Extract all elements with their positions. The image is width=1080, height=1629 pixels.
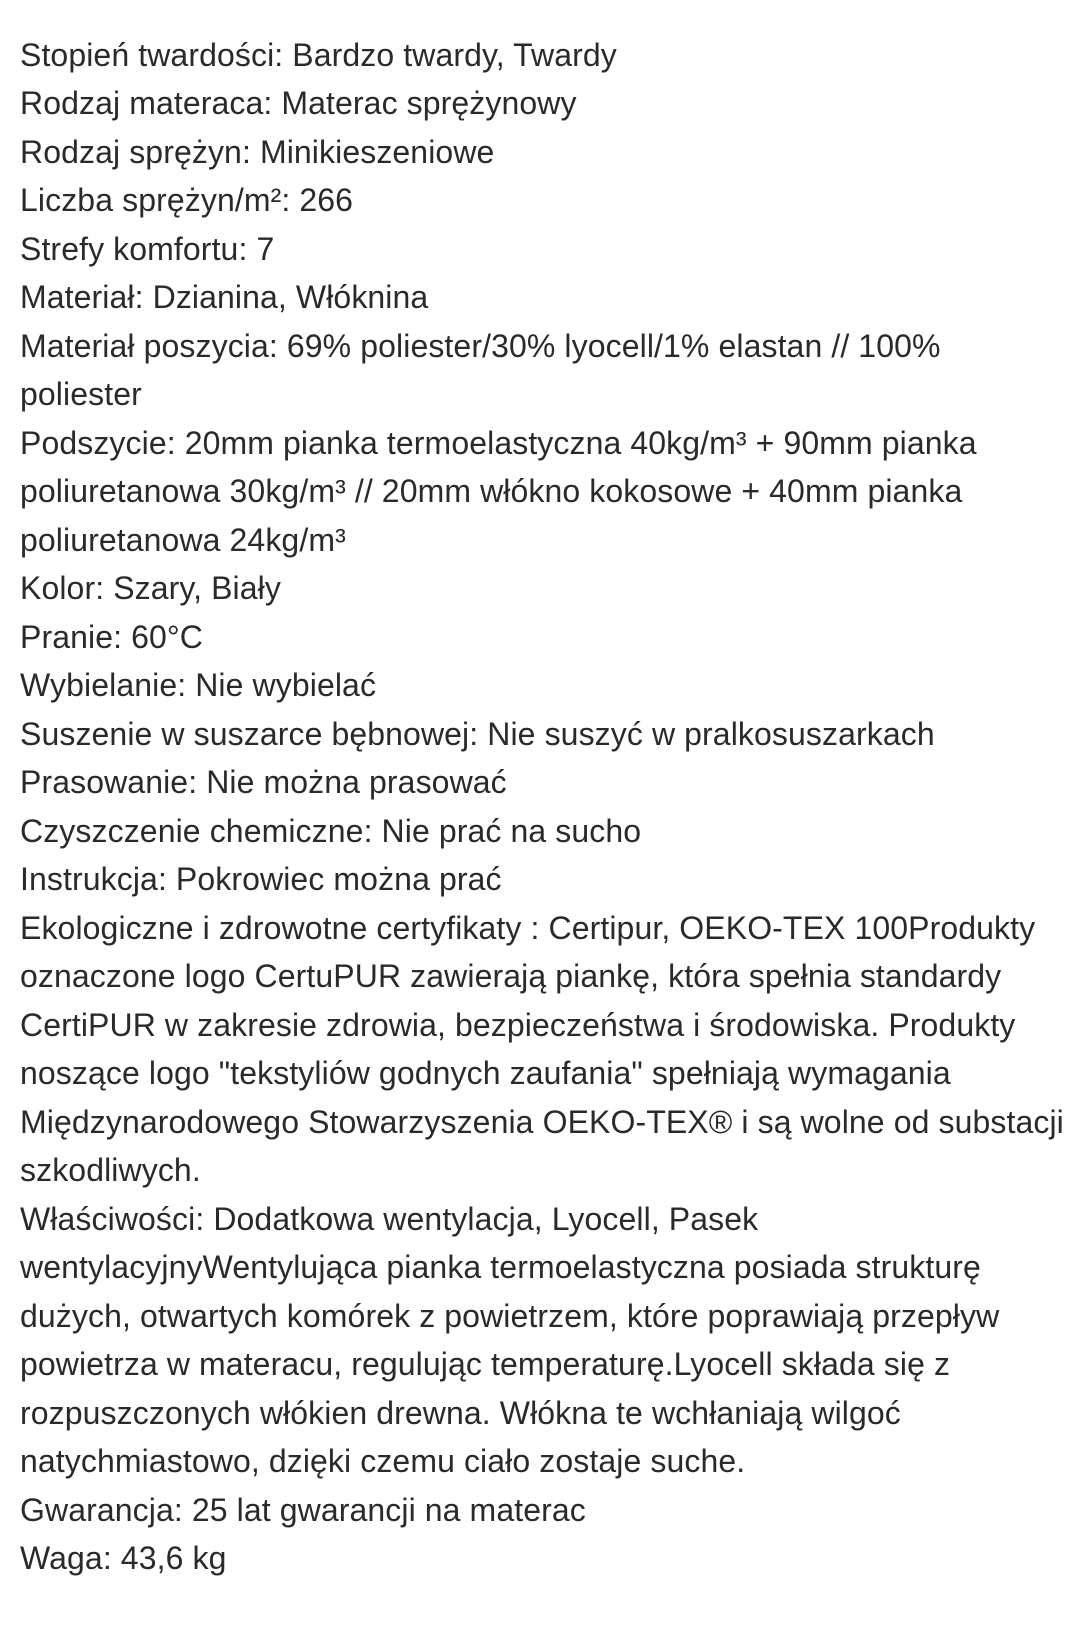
spec-separator: : <box>173 1491 192 1528</box>
product-specification <box>20 0 1065 1583</box>
spec-separator: : <box>188 764 207 800</box>
spec-line <box>20 807 1065 856</box>
spec-separator: : <box>530 909 549 946</box>
spec-separator: : <box>274 36 293 73</box>
spec-label: Materiał poszycia <box>20 327 269 364</box>
spec-label: Podszycie <box>20 424 167 461</box>
spec-separator: : <box>102 1540 121 1576</box>
spec-value: Nie suszyć w pralkosuszarkach <box>487 715 935 752</box>
spec-label: Kolor <box>20 570 96 606</box>
spec-label: Waga <box>20 1540 103 1576</box>
spec-line <box>20 273 1065 322</box>
spec-label: Gwarancja <box>20 1491 174 1528</box>
spec-label: Instrukcja <box>20 861 158 897</box>
spec-line <box>20 613 1065 662</box>
spec-line <box>20 176 1065 225</box>
spec-label: Czyszczenie chemiczne <box>20 812 364 849</box>
spec-line <box>20 128 1065 177</box>
spec-value: 25 lat gwarancji na materac <box>191 1491 586 1528</box>
spec-label: Materiał <box>20 279 135 315</box>
spec-value: Materac sprężynowy <box>281 85 577 121</box>
spec-label: Stopień twardości <box>20 36 275 73</box>
spec-line <box>20 79 1065 128</box>
spec-value: 20mm pianka termoelastyczna 40kg/m³ + 90mm pianka poliuretanowa 30kg/m³ // 20mm włókno kokosowe + 40mm pianka poliuretanowa 24kg/m³ <box>20 424 977 558</box>
spec-label: Właściwości <box>20 1200 196 1237</box>
spec-separator: : <box>238 230 257 267</box>
spec-separator: : <box>157 861 176 897</box>
spec-value: Nie wybielać <box>195 667 377 703</box>
spec-separator: : <box>113 618 132 655</box>
spec-value: Bardzo twardy, Twardy <box>292 36 617 73</box>
spec-label: Ekologiczne i zdrowotne certyfikaty <box>20 909 531 946</box>
spec-line <box>20 661 1065 710</box>
spec-line <box>20 419 1065 565</box>
spec-label: Rodzaj materaca <box>20 85 264 121</box>
spec-label: Pranie <box>20 618 114 655</box>
spec-separator: : <box>177 667 196 703</box>
spec-separator: : <box>166 424 185 461</box>
spec-value: 7 <box>256 230 275 267</box>
spec-line <box>20 758 1065 807</box>
spec-label: Suszenie w suszarce bębnowej <box>20 715 470 752</box>
spec-value: Dzianina, Włóknina <box>152 279 429 315</box>
spec-line <box>20 710 1065 759</box>
spec-line <box>20 225 1065 274</box>
spec-separator: : <box>363 812 382 849</box>
spec-value: Nie można prasować <box>206 764 507 800</box>
spec-value: Certipur, OEKO-TEX 100Produkty oznaczone logo CertuPUR zawierają piankę, która spełnia standardy CertiPUR w zakresie zdrowia, bezpieczeństwa i środowiska. Produkty noszące logo "tekstyliów godnych zaufania" spełniają wymagania Międzynarodowego Stowarzyszenia OEKO-TEX® i są wolne od substacji szkodliwych. <box>20 909 1064 1188</box>
spec-label: Liczba sprężyn/m² <box>20 182 282 218</box>
spec-label: Rodzaj sprężyn <box>20 133 242 170</box>
spec-line <box>20 1534 1065 1583</box>
spec-line <box>20 322 1065 419</box>
spec-list <box>20 31 1065 1583</box>
spec-value: 69% poliester/30% lyocell/1% elastan // 100% poliester <box>20 327 941 412</box>
spec-separator: : <box>281 182 300 218</box>
spec-value: Szary, Biały <box>113 570 281 606</box>
spec-value: 43,6 kg <box>120 1540 227 1576</box>
spec-line <box>20 855 1065 904</box>
spec-separator: : <box>134 279 153 315</box>
spec-line <box>20 564 1065 613</box>
spec-value: Dodatkowa wentylacja, Lyocell, Pasek wentylacyjnyWentylująca pianka termoelastyczna posiada strukturę dużych, otwartych komórek z powietrzem, które poprawiają przepływ powietrza w materacu, regulując temperaturę.Lyocell składa się z rozpuszczonych włókien drewna. Włókna te wchłaniają wilgoć natychmiastowo, dzięki czemu ciało zostaje suche. <box>20 1200 1000 1479</box>
spec-separator: : <box>241 133 260 170</box>
spec-value: Pokrowiec można prać <box>175 861 502 897</box>
spec-label: Wybielanie <box>20 667 178 703</box>
spec-line <box>20 31 1065 80</box>
spec-value: Nie prać na sucho <box>381 812 642 849</box>
spec-label: Prasowanie <box>20 764 189 800</box>
spec-value: Minikieszeniowe <box>259 133 495 170</box>
spec-label: Strefy komfortu <box>20 230 239 267</box>
spec-line <box>20 1486 1065 1535</box>
spec-line <box>20 1195 1065 1486</box>
spec-separator: : <box>95 570 114 606</box>
spec-separator: : <box>263 85 282 121</box>
spec-separator: : <box>195 1200 214 1237</box>
spec-value: 266 <box>299 182 354 218</box>
spec-separator: : <box>268 327 287 364</box>
spec-value: 60°C <box>131 618 203 655</box>
spec-line <box>20 904 1065 1195</box>
clipped-previous-line <box>20 0 1065 31</box>
spec-separator: : <box>469 715 488 752</box>
